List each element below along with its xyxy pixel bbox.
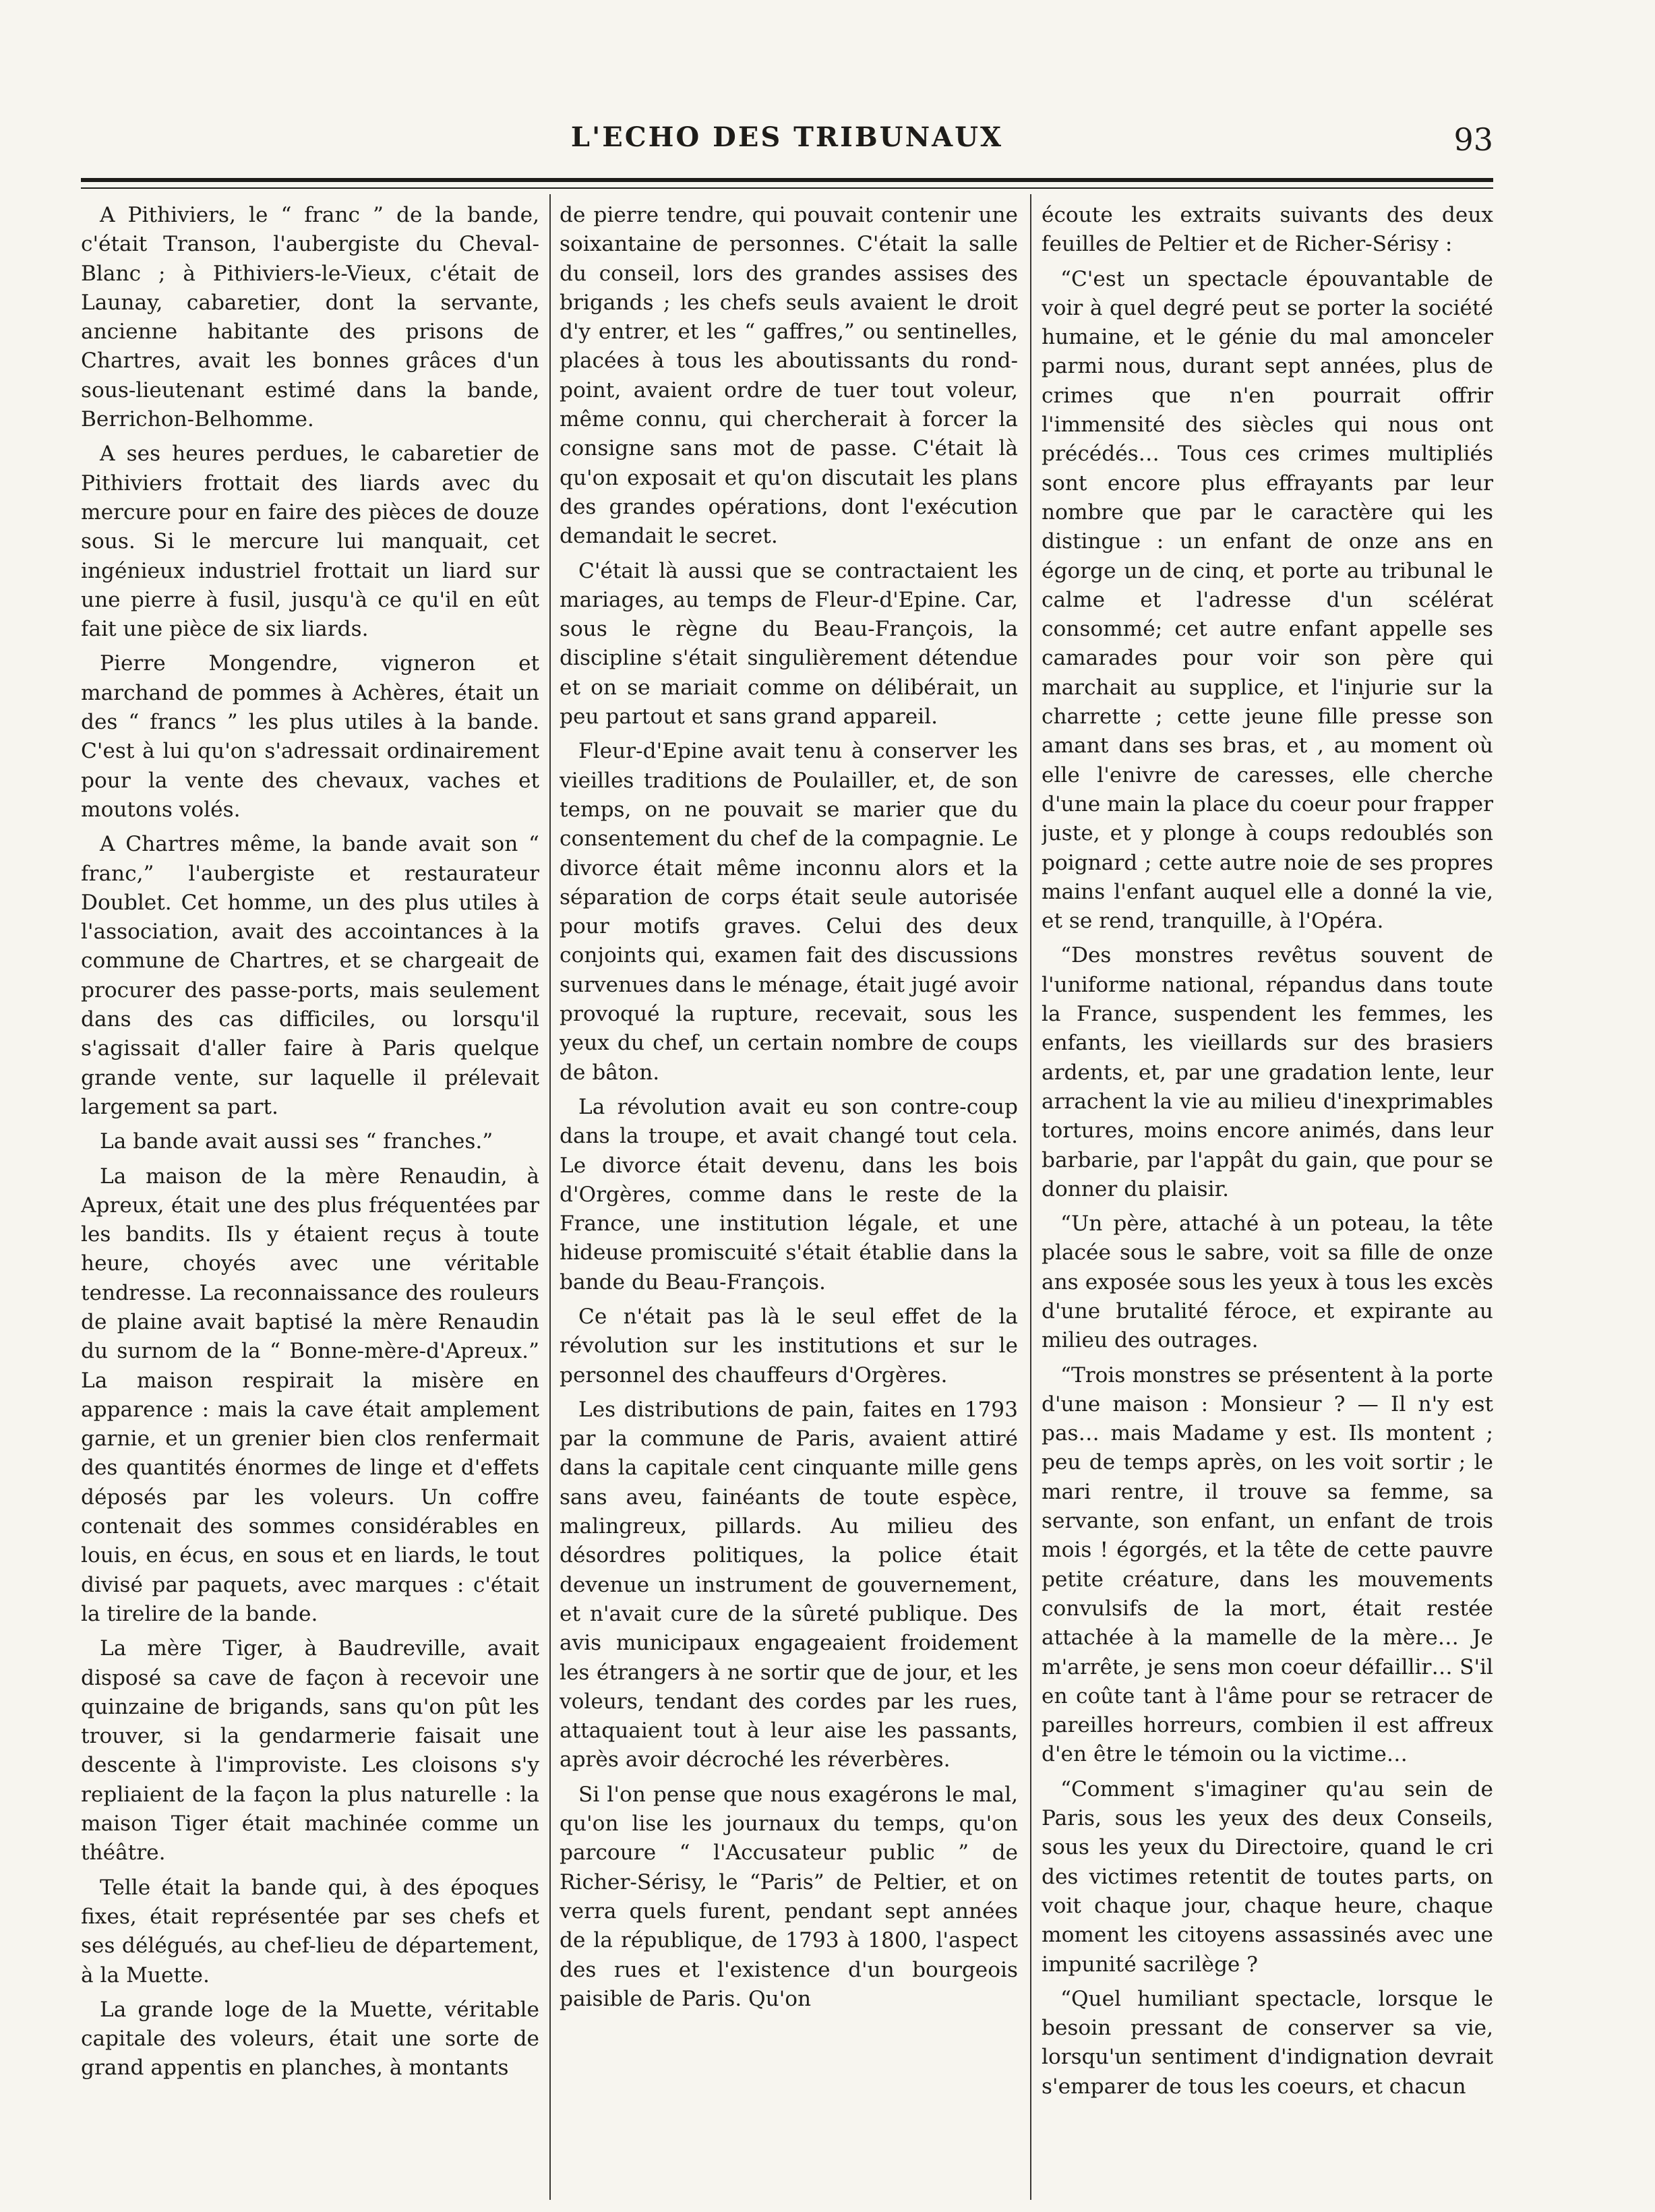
paragraph: La révolution avait eu son contre-coup dans la troupe, et avait changé tout cela. Le divorce était devenu, dans les bois d'Orgères, comme dans le reste de la France, une institution légale, et une hideuse promiscuité s'était établie dans la bande du Beau-François.: [560, 1094, 1018, 1294]
paragraph: Telle était la bande qui, à des époques fixes, était représentée par ses chefs et ses délégués, au chef-lieu de département, à la Muette.: [81, 1875, 539, 1987]
paragraph: “C'est un spectacle épouvantable de voir à quel degré peut se porter la société humaine, et le génie du mal amonceler parmi nous, durant sept années, plus de crimes que n'en pourrait offrir l'immensité des siècles qui nous ont précédés… Tous ces crimes multipliés sont encore plus effrayants par leur nombre que par le caractère qui les distingue : un enfant de onze ans en égorge un de cinq, et porte au tribunal le calme et l'adresse d'un scélérat consommé; cet autre enfant appelle ses camarades pour voir son père qui marchait au supplice, et l'injurie sur la charrette ; cette jeune fille presse son amant dans ses bras, et , au moment où elle l'enivre de caresses, elle cherche d'une main la place du coeur pour frapper juste, et y plonge à coups redoublés son poignard ; cette autre noie de ses propres mains l'enfant auquel elle a donné la vie, et se rend, tranquille, à l'Opéra.: [1042, 266, 1493, 934]
paragraph: A Chartres même, la bande avait son “ franc,” l'aubergiste et restaurateur Doublet. Cet homme, un des plus utiles à l'association, avait des accointances à la commune de Chartres, et se chargeait de procurer des passe-ports, mais seulement dans des cas difficiles, ou lorsqu'il s'agissait d'aller faire à Paris quelque grande vente, sur laquelle il prélevait largement sa part.: [81, 832, 539, 1119]
page-header: [81, 121, 1493, 165]
text-column-1: [81, 201, 539, 2200]
header-rule-thick: [81, 178, 1493, 182]
paragraph: Ce n'était pas là le seul effet de la révolution sur les institutions et sur le personnel des chauffeurs d'Orgères.: [560, 1304, 1018, 1387]
paragraph: “Quel humiliant spectacle, lorsque le besoin pressant de conserver sa vie, lorsqu'un sentiment d'indignation devrait s'emparer de tous les coeurs, et chacun: [1042, 1986, 1493, 2099]
paragraph: Si l'on pense que nous exagérons le mal, qu'on lise les journaux du temps, qu'on parcoure “ l'Accusateur public ” de Richer-Sérisy, le “Paris” de Peltier, et on verra quels furent, pendant sept années de la république, de 1793 à 1800, l'aspect des rues et l'existence d'un bourgeois paisible de Paris. Qu'on: [560, 1782, 1018, 2011]
paragraph: “Trois monstres se présentent à la porte d'une maison : Monsieur ? — Il n'y est pas… mais Madame y est. Ils montent ; peu de temps après, on les voit sortir ; le mari rentre, il trouve sa femme, sa servante, son enfant, un enfant de trois mois ! égorgés, et la tête de cette pauvre petite créature, dans les mouvements convulsifs de la mort, était restée attachée à la mamelle de la mère… Je m'arrête, je sens mon coeur défaillir… S'il en coûte tant à l'âme pour se retracer de pareilles horreurs, combien il est affreux d'en être le témoin ou la victime…: [1042, 1363, 1493, 1767]
paragraph: La maison de la mère Renaudin, à Apreux, était une des plus fréquentées par les bandits. Ils y étaient reçus à toute heure, choyés avec une véritable tendresse. La reconnaissance des rouleurs de plaine avait baptisé la mère Renaudin du surnom de la “ Bonne-mère-d'Apreux.” La maison respirait la misère en apparence : mais la cave était amplement garnie, et un grenier bien clos renfermait des quantités énormes de linge et d'effets déposés par les voleurs. Un coffre contenait des sommes considérables en louis, en écus, en sous et en liards, le tout divisé par paquets, avec marques : c'était la tirelire de la bande.: [81, 1164, 539, 1626]
paragraph: A Pithiviers, le “ franc ” de la bande, c'était Transon, l'aubergiste du Cheval-Blanc ; à Pithiviers-le-Vieux, c'était de Launay, cabaretier, dont la servante, ancienne habitante des prisons de Chartres, avait les bonnes grâces d'un sous-lieutenant estimé dans la bande, Berrichon-Belhomme.: [81, 203, 539, 432]
column-divider-left: [549, 194, 551, 2200]
paragraph: “Des monstres revêtus souvent de l'uniforme national, répandus dans toute la France, suspendent les femmes, les enfants, les vieillards sur des brasiers ardents, et, par une gradation lente, leur arrachent la vie au milieu d'inexprimables tortures, moins encore animés, dans leur barbarie, par l'appât du gain, que pour se donner du plaisir.: [1042, 943, 1493, 1201]
paragraph: “Un père, attaché à un poteau, la tête placée sous le sabre, voit sa fille de onze ans exposée sous les yeux à tous les excès d'une brutalité féroce, et expirante au milieu des outrages.: [1042, 1212, 1493, 1353]
paragraph: “Comment s'imaginer qu'au sein de Paris, sous les yeux des deux Conseils, sous les yeux du Directoire, quand le cri des victimes retentit de toutes parts, on voit chaque jour, chaque heure, chaque moment les citoyens assassinés avec une impunité sacrilège ?: [1042, 1776, 1493, 1977]
running-title: L'ECHO DES TRIBUNAUX: [570, 121, 1004, 153]
header-rule-thin: [81, 187, 1493, 189]
paragraph-continued: écoute les extraits suivants des deux feuilles de Peltier et de Richer-Sérisy :: [1042, 203, 1493, 257]
paragraph: Pierre Mongendre, vigneron et marchand de pommes à Achères, était un des “ francs ” les plus utiles à la bande. C'est à lui qu'on s'adressait ordinairement pour la vente des chevaux, vaches et moutons volés.: [81, 651, 539, 822]
paragraph: Fleur-d'Epine avait tenu à conserver les vieilles traditions de Poulailler, et, de son temps, on ne pouvait se marier que du consentement du chef de la compagnie. Le divorce était même inconnu alors et la séparation de corps était seule autorisée pour motifs graves. Celui des deux conjoints qui, examen fait des discussions survenues dans le ménage, était jugé avoir provoqué la rupture, recevait, sous les yeux du chef, un certain nombre de coups de bâton.: [560, 739, 1018, 1085]
paragraph: La mère Tiger, à Baudreville, avait disposé sa cave de façon à recevoir une quinzaine de brigands, sans qu'on pût les trouver, si la gendarmerie faisait une descente à l'improviste. Les cloisons s'y repliaient de la façon la plus naturelle : la maison Tiger était machinée comme un théâtre.: [81, 1636, 539, 1865]
paragraph: A ses heures perdues, le cabaretier de Pithiviers frottait des liards avec du mercure pour en faire des pièces de douze sous. Si le mercure lui manquait, cet ingénieux industriel frottait un liard sur une pierre à fusil, jusqu'à ce qu'il en eût fait une pièce de six liards.: [81, 442, 539, 642]
paragraph: Les distributions de pain, faites en 1793 par la commune de Paris, avaient attiré dans la capitale cent cinquante mille gens sans aveu, fainéants de toute espèce, malingreux, pillards. Au milieu des désordres politiques, la police était devenue un instrument de gouvernement, et n'avait cure de la sûreté publique. Des avis municipaux engageaient froidement les étrangers à ne sortir que de jour, et les voleurs, tendant des cordes par les rues, attaquaient tout à leur aise les passants, après avoir décroché les réverbères.: [560, 1397, 1018, 1772]
text-column-3: [1042, 201, 1493, 2200]
paragraph-continued: de pierre tendre, qui pouvait contenir une soixantaine de personnes. C'était la salle du conseil, lors des grandes assises des brigands ; les chefs seuls avaient le droit d'y entrer, et les “ gaffres,” ou sentinelles, placées à tous les aboutissants du rond-point, avaient ordre de tuer tout voleur, même connu, qui chercherait à forcer la consigne sans mot de passe. C'était là qu'on exposait et qu'on discutait les plans des grandes opérations, dont l'exécution demandait le secret.: [560, 203, 1018, 549]
text-column-2: [560, 201, 1018, 2200]
paragraph: La bande avait aussi ses “ franches.”: [100, 1129, 493, 1154]
page-number: 93: [1453, 121, 1493, 158]
paragraph: La grande loge de la Muette, véritable capitale des voleurs, était une sorte de grand appentis en planches, à montants: [81, 1997, 539, 2081]
column-divider-right: [1030, 194, 1031, 2200]
paragraph: C'était là aussi que se contractaient les mariages, au temps de Fleur-d'Epine. Car, sous le règne du Beau-François, la discipline s'était singulièrement détendue et on se mariait comme on délibérait, un peu partout et sans grand appareil.: [560, 558, 1018, 729]
